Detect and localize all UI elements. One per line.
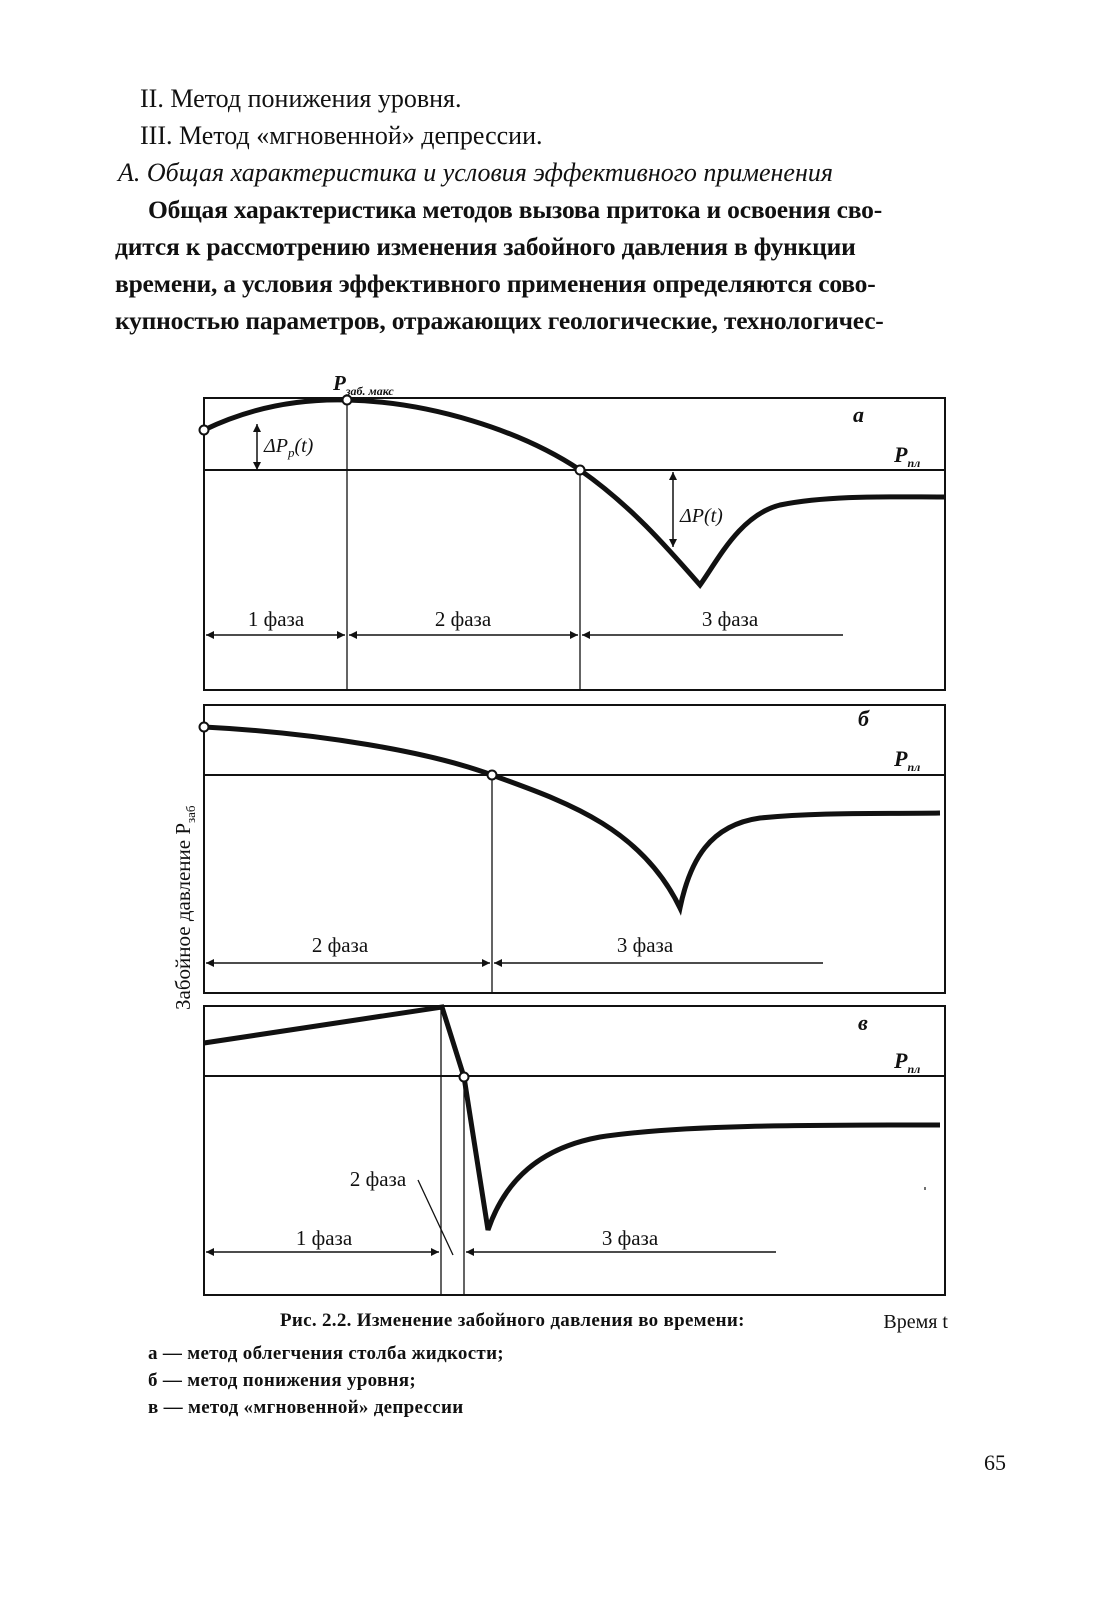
panel-b-phase-3-label: 3 фаза — [616, 933, 674, 957]
panel-a-frame — [204, 398, 945, 690]
caption-item-a: а — метод облегчения столба жидкости; — [148, 1343, 504, 1364]
panel-a-phase-3-label: 3 фаза — [701, 607, 759, 631]
panel-b-letter: б — [858, 706, 869, 731]
paragraph-line-4: купностью параметров, отражающих геологические, технологичес- — [115, 306, 884, 335]
panel-a-p-pl-label: $P_{пл}$ — [894, 442, 921, 470]
panel-a-phase-1-label: 1 фаза — [247, 607, 305, 631]
caption-item-b: б — метод понижения уровня; — [148, 1370, 417, 1391]
panel-c-letter: в — [858, 1010, 868, 1035]
subheading: А. Общая характеристика и условия эффективного применения — [118, 158, 833, 187]
x-axis-label: Время t — [883, 1311, 948, 1333]
panel-c-phase-2-leader — [418, 1180, 453, 1255]
panel-a-pressure-curve — [204, 400, 945, 585]
panel-c-phase-3-label: 3 фаза — [601, 1226, 659, 1250]
panel-c-phase-2-label: 2 фаза — [349, 1167, 407, 1191]
delta-pr-label: $\Delta P_р(t)$ — [264, 435, 314, 460]
panel-c-p-pl-label: $P_{пл}$ — [894, 1048, 921, 1076]
caption-item-c: в — метод «мгновенной» депрессии — [148, 1397, 464, 1418]
panel-a-start-point — [200, 426, 209, 435]
panel-b-p-pl-label: $P_{пл}$ — [894, 746, 921, 774]
p-max-label: $P_{заб. макс}$ — [333, 371, 394, 398]
panel-b-pressure-curve — [204, 727, 940, 908]
panel-b-crossing-point — [488, 771, 497, 780]
list-item-method-level: II. Метод понижения уровня. — [140, 84, 462, 113]
panel-a-letter: а — [853, 402, 864, 427]
figure-caption-title: Рис. 2.2. Изменение забойного давления во времени: — [280, 1310, 745, 1331]
panel-c-crossing-point — [460, 1073, 469, 1082]
panel-a-crossing-point — [576, 466, 585, 475]
delta-p-label: ΔP(t) — [680, 505, 723, 527]
panel-c-phase-1-label: 1 фаза — [295, 1226, 353, 1250]
list-item-method-instant: III. Метод «мгновенной» депрессии. — [140, 121, 543, 150]
paragraph-line-3: времени, а условия эффективного применения определяются сово- — [115, 269, 876, 298]
panel-b-start-point — [200, 723, 209, 732]
paragraph-line-2: дится к рассмотрению изменения забойного давления в функции — [115, 232, 856, 261]
panel-a-phase-2-label: 2 фаза — [434, 607, 492, 631]
paragraph-line-1: Общая характеристика методов вызова притока и освоения сво- — [148, 195, 883, 224]
page-number: 65 — [984, 1450, 1006, 1475]
panel-c-pressure-curve — [204, 1007, 940, 1230]
panel-b-phase-2-label: 2 фаза — [311, 933, 369, 957]
y-axis-label: Забойное давление $P_{заб}$ — [171, 805, 198, 1010]
